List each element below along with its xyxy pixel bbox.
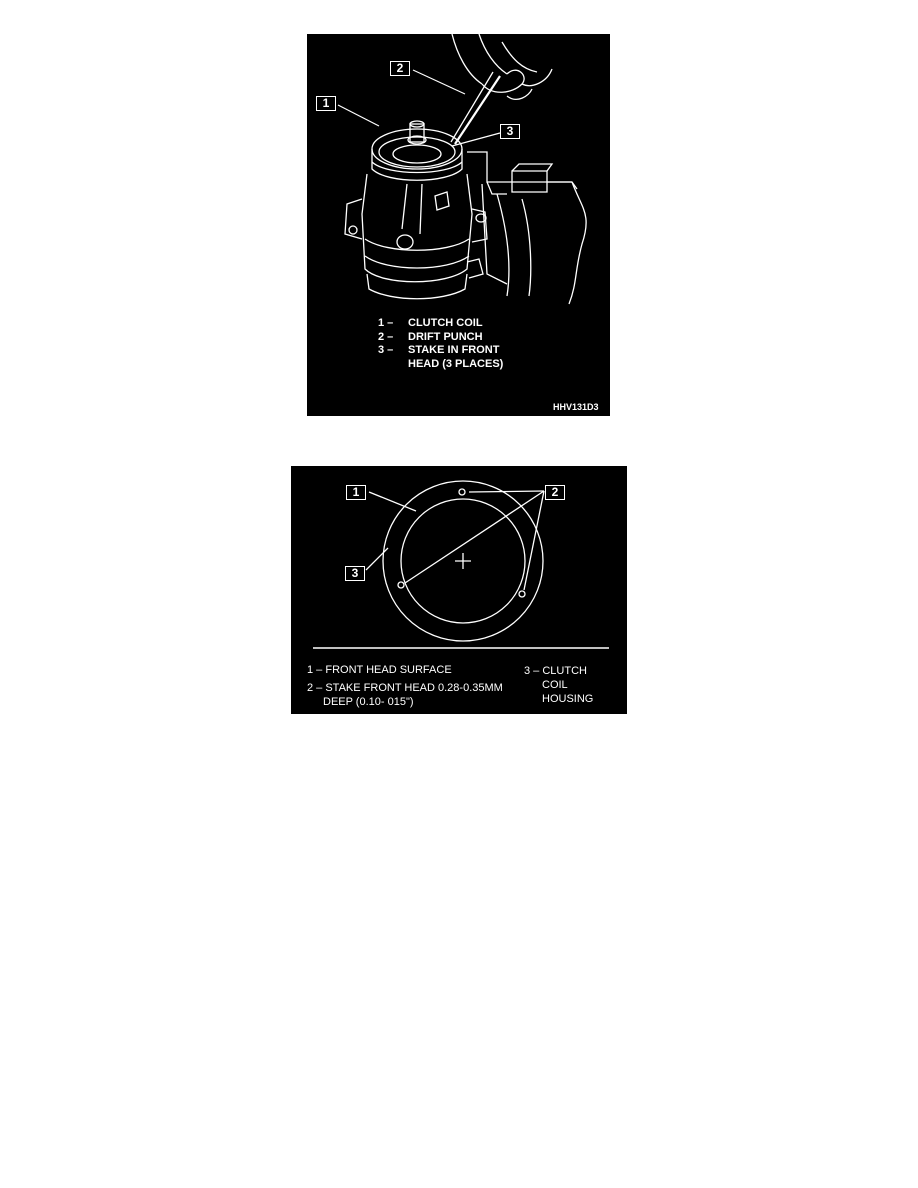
front-head-staking-figure [291, 466, 627, 714]
legend-item-1: 1 – FRONT HEAD SURFACE [307, 664, 452, 676]
legend-item-1: 1 – CLUTCH COIL [378, 317, 483, 329]
callout-1: 1 [316, 96, 336, 111]
figure1-legend [378, 317, 503, 371]
callout-2: 2 [545, 485, 565, 500]
legend-item-3-cont2: HOUSING [542, 693, 594, 705]
legend-item-2: 2 – STAKE FRONT HEAD 0.28-0.35MM [307, 682, 503, 694]
callout-2: 2 [390, 61, 410, 76]
callout-3: 3 [500, 124, 520, 139]
legend-item-3: 3 – STAKE IN FRONT [378, 344, 500, 356]
legend-item-2: 2 – DRIFT PUNCH [378, 330, 483, 343]
legend-item-3: 3 – CLUTCH [524, 665, 587, 677]
legend-item-3-cont: COIL [542, 679, 568, 691]
legend-item-3-cont: HEAD (3 PLACES) [408, 357, 504, 370]
figure-code: HHV131D3 [553, 402, 599, 412]
legend-item-2-cont: DEEP (0.10- 015") [323, 696, 414, 708]
callout-1: 1 [346, 485, 366, 500]
callout-3: 3 [345, 566, 365, 581]
compressor-clutch-coil-figure [307, 34, 610, 416]
